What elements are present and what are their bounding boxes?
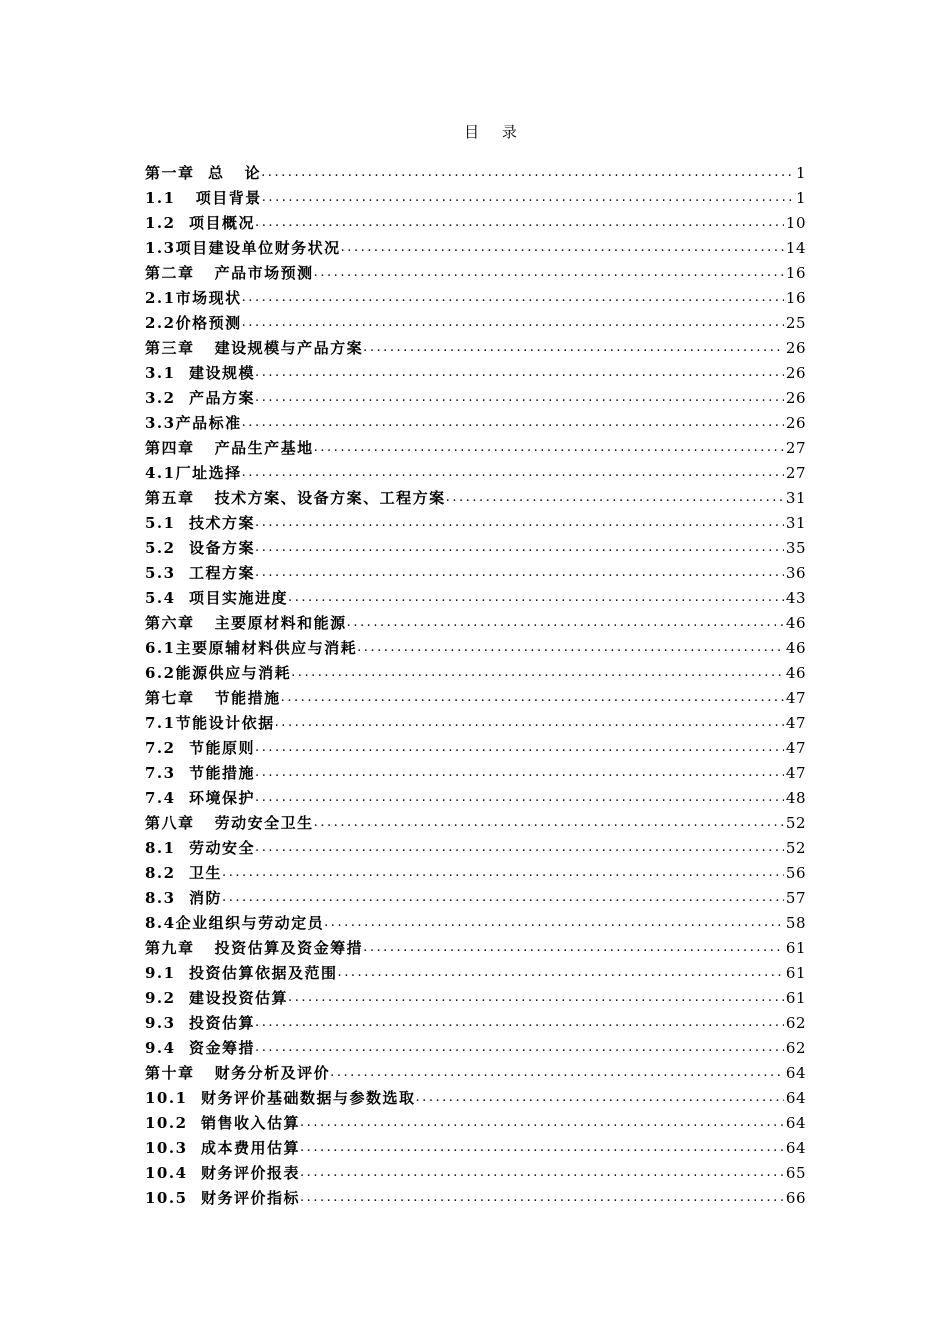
toc-section-entry[interactable]: [145, 310, 806, 335]
toc-page-number: 61: [785, 964, 806, 982]
toc-entry-label: 2.1市场现状: [145, 289, 242, 307]
toc-page-number: 26: [785, 364, 806, 382]
toc-dot-leader: [288, 586, 784, 610]
toc-dot-leader: [347, 611, 784, 635]
toc-dot-leader: [261, 161, 794, 185]
toc-dot-leader: [275, 711, 784, 735]
toc-entry-label: 8.2 卫生: [145, 864, 223, 882]
toc-entry-label: 3.1 建设规模: [145, 364, 256, 382]
toc-dot-leader: [222, 861, 784, 885]
toc-dot-leader: [242, 286, 784, 310]
toc-dot-leader: [288, 986, 784, 1010]
toc-entry-label: 10.1 财务评价基础数据与参数选取: [145, 1089, 416, 1107]
toc-dot-leader: [338, 961, 784, 985]
toc-dot-leader: [300, 1161, 784, 1185]
toc-dot-leader: [255, 511, 784, 535]
toc-page-number: 58: [785, 914, 806, 932]
toc-dot-leader: [415, 1086, 783, 1110]
toc-chapter-entry[interactable]: [145, 335, 806, 360]
toc-page-number: 62: [785, 1039, 806, 1057]
toc-entry-label: 1.2 项目概况: [145, 214, 256, 232]
toc-page-number: 47: [785, 714, 806, 732]
toc-section-entry[interactable]: [145, 1160, 806, 1185]
toc-dot-leader: [300, 1111, 784, 1135]
toc-dot-leader: [255, 386, 784, 410]
toc-section-entry[interactable]: [145, 1110, 806, 1135]
toc-chapter-entry[interactable]: [145, 685, 806, 710]
toc-page-number: 61: [785, 939, 806, 957]
toc-page-number: 61: [785, 989, 806, 1007]
toc-page-number: 43: [785, 589, 806, 607]
toc-entry-label: 2.2价格预测: [145, 314, 242, 332]
toc-page-number: 46: [785, 639, 806, 657]
toc-dot-leader: [255, 836, 784, 860]
toc-section-entry[interactable]: [145, 910, 806, 935]
toc-chapter-entry[interactable]: [145, 610, 806, 635]
toc-dot-leader: [222, 886, 784, 910]
toc-page-number: 52: [785, 839, 806, 857]
toc-chapter-entry[interactable]: [145, 935, 806, 960]
toc-page-number: 65: [785, 1164, 806, 1182]
toc-section-entry[interactable]: [145, 360, 806, 385]
toc-chapter-entry[interactable]: [145, 435, 806, 460]
toc-dot-leader: [255, 211, 784, 235]
toc-page-number: 36: [785, 564, 806, 582]
toc-entry-label: 9.1 投资估算依据及范围: [145, 964, 338, 982]
toc-page-number: 46: [785, 664, 806, 682]
toc-section-entry[interactable]: [145, 635, 806, 660]
toc-page-number: 1: [795, 164, 806, 182]
toc-section-entry[interactable]: [145, 185, 806, 210]
toc-chapter-entry[interactable]: [145, 260, 806, 285]
toc-page-number: 46: [785, 614, 806, 632]
toc-entry-label: 5.1 技术方案: [145, 514, 256, 532]
toc-section-entry[interactable]: [145, 1085, 806, 1110]
toc-dot-leader: [314, 436, 784, 460]
toc-entry-label: 第三章 建设规模与产品方案: [145, 339, 364, 357]
toc-section-entry[interactable]: [145, 510, 806, 535]
toc-entry-label: 10.5 财务评价指标: [145, 1189, 300, 1207]
toc-entry-label: 5.2 设备方案: [145, 539, 256, 557]
toc-entry-label: 7.2 节能原则: [145, 739, 256, 757]
toc-dot-leader: [363, 336, 784, 360]
toc-entry-label: 9.4 资金筹措: [145, 1039, 256, 1057]
toc-dot-leader: [291, 661, 784, 685]
toc-page-number: 1: [795, 189, 806, 207]
toc-dot-leader: [255, 1036, 784, 1060]
toc-section-entry[interactable]: [145, 735, 806, 760]
toc-chapter-entry[interactable]: [145, 1060, 806, 1085]
toc-dot-leader: [255, 536, 784, 560]
toc-page-number: 52: [785, 814, 806, 832]
toc-title: 目 录: [464, 123, 526, 141]
toc-entry-label: 6.1主要原辅材料供应与消耗: [145, 639, 358, 657]
toc-entry-label: 9.3 投资估算: [145, 1014, 256, 1032]
toc-section-entry[interactable]: [145, 235, 806, 260]
toc-page-number: 62: [785, 1014, 806, 1032]
toc-page-number: 48: [785, 789, 806, 807]
toc-page-number: 64: [785, 1114, 806, 1132]
toc-page-number: 25: [785, 314, 806, 332]
toc-entry-label: 6.2能源供应与消耗: [145, 664, 292, 682]
toc-section-entry[interactable]: [145, 385, 806, 410]
toc-entry-label: 第二章 产品市场预测: [145, 264, 314, 282]
toc-entry-label: 9.2 建设投资估算: [145, 989, 289, 1007]
toc-page-number: 26: [785, 389, 806, 407]
toc-page-number: 66: [785, 1189, 806, 1207]
toc-section-entry[interactable]: [145, 860, 806, 885]
toc-dot-leader: [255, 761, 784, 785]
toc-entry-label: 5.4 项目实施进度: [145, 589, 289, 607]
toc-dot-leader: [281, 686, 784, 710]
toc-dot-leader: [242, 461, 784, 485]
toc-page-number: 27: [785, 464, 806, 482]
toc-page-number: 47: [785, 739, 806, 757]
toc-page-number: 10: [785, 214, 806, 232]
toc-entry-label: 第九章 投资估算及资金筹措: [145, 939, 364, 957]
toc-entry-label: 10.2 销售收入估算: [145, 1114, 300, 1132]
toc-entry-label: 1.1 项目背景: [145, 189, 262, 207]
toc-section-entry[interactable]: [145, 1135, 806, 1160]
toc-section-entry[interactable]: [145, 985, 806, 1010]
toc-page-number: 35: [785, 539, 806, 557]
toc-page-number: 57: [785, 889, 806, 907]
toc-dot-leader: [357, 636, 784, 660]
toc-chapter-entry[interactable]: [145, 810, 806, 835]
toc-page-number: 56: [785, 864, 806, 882]
toc-dot-leader: [262, 186, 794, 210]
toc-entry-label: 1.3项目建设单位财务状况: [145, 239, 341, 257]
toc-page-number: 16: [785, 264, 806, 282]
toc-entry-label: 第八章 劳动安全卫生: [145, 814, 314, 832]
toc-dot-leader: [255, 361, 784, 385]
toc-page-number: 26: [785, 339, 806, 357]
toc-dot-leader: [300, 1136, 784, 1160]
toc-entry-label: 第四章 产品生产基地: [145, 439, 314, 457]
toc-page-number: 64: [785, 1064, 806, 1082]
toc-section-entry[interactable]: [145, 885, 806, 910]
toc-entry-label: 7.1节能设计依据: [145, 714, 275, 732]
toc-dot-leader: [363, 936, 784, 960]
toc-section-entry[interactable]: [145, 760, 806, 785]
toc-entry-label: 第一章 总 论: [145, 164, 262, 182]
toc-page-number: 31: [785, 489, 806, 507]
toc-section-entry[interactable]: [145, 535, 806, 560]
toc-dot-leader: [242, 311, 784, 335]
toc-dot-leader: [446, 486, 784, 510]
toc-entry-label: 7.4 环境保护: [145, 789, 256, 807]
toc-dot-leader: [242, 411, 784, 435]
toc-section-entry[interactable]: [145, 1035, 806, 1060]
toc-dot-leader: [324, 911, 784, 935]
toc-entry-label: 8.4企业组织与劳动定员: [145, 914, 325, 932]
toc-entry-label: 第五章 技术方案、设备方案、工程方案: [145, 489, 446, 507]
toc-entry-label: 7.3 节能措施: [145, 764, 256, 782]
toc-section-entry[interactable]: [145, 835, 806, 860]
toc-section-entry[interactable]: [145, 560, 806, 585]
toc-section-entry[interactable]: [145, 585, 806, 610]
toc-page-number: 47: [785, 689, 806, 707]
toc-entry-label: 第七章 节能措施: [145, 689, 281, 707]
toc-page-number: 64: [785, 1139, 806, 1157]
toc-section-entry[interactable]: [145, 710, 806, 735]
toc-section-entry[interactable]: [145, 1185, 806, 1210]
toc-dot-leader: [314, 811, 784, 835]
toc-chapter-entry[interactable]: [145, 485, 806, 510]
toc-page-number: 14: [785, 239, 806, 257]
toc-entry-label: 8.1 劳动安全: [145, 839, 256, 857]
toc-page-number: 27: [785, 439, 806, 457]
toc-dot-leader: [255, 1011, 784, 1035]
toc-entry-label: 第十章 财务分析及评价: [145, 1064, 331, 1082]
toc-entry-label: 4.1厂址选择: [145, 464, 242, 482]
toc-page-number: 31: [785, 514, 806, 532]
toc-entry-label: 10.3 成本费用估算: [145, 1139, 300, 1157]
toc-section-entry[interactable]: [145, 1010, 806, 1035]
toc-entry-label: 8.3 消防: [145, 889, 223, 907]
toc-section-entry[interactable]: [145, 210, 806, 235]
toc-page-number: 64: [785, 1089, 806, 1107]
toc-page-number: 47: [785, 764, 806, 782]
toc-page-number: 16: [785, 289, 806, 307]
toc-section-entry[interactable]: [145, 285, 806, 310]
toc-entry-label: 第六章 主要原材料和能源: [145, 614, 347, 632]
toc-dot-leader: [255, 736, 784, 760]
toc-dot-leader: [300, 1186, 784, 1210]
toc-section-entry[interactable]: [145, 410, 806, 435]
toc-entry-label: 10.4 财务评价报表: [145, 1164, 300, 1182]
toc-section-entry[interactable]: [145, 660, 806, 685]
toc-dot-leader: [341, 236, 784, 260]
toc-section-entry[interactable]: [145, 460, 806, 485]
toc-entry-label: 3.3产品标准: [145, 414, 242, 432]
toc-entry-label: 5.3 工程方案: [145, 564, 256, 582]
toc-dot-leader: [255, 561, 784, 585]
toc-dot-leader: [330, 1061, 784, 1085]
toc-entry-label: 3.2 产品方案: [145, 389, 256, 407]
table-of-contents: [145, 160, 806, 1210]
toc-page-number: 26: [785, 414, 806, 432]
toc-dot-leader: [314, 261, 784, 285]
toc-dot-leader: [255, 786, 784, 810]
toc-chapter-entry[interactable]: [145, 160, 806, 185]
toc-section-entry[interactable]: [145, 960, 806, 985]
toc-section-entry[interactable]: [145, 785, 806, 810]
